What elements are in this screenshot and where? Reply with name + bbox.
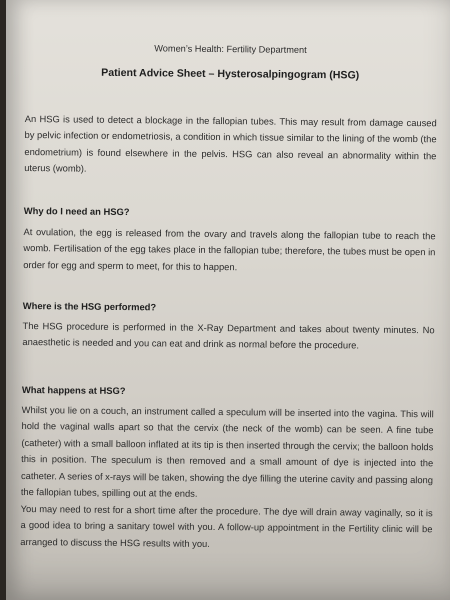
section-paragraph-why: At ovulation, the egg is released from the ovary and travels along the fallopian tube to reach the womb. Fertilisation of the egg takes place in the fallopian tube; therefore, the tubes must be open in order for egg and sperm to meet, for this to happen. (23, 226, 436, 273)
section-heading-where: Where is the HSG performed? (22, 299, 157, 313)
department-header: Women’s Health: Fertility Department (154, 43, 307, 55)
paper-sheet (6, 0, 450, 600)
section-heading-what: What happens at HSG? (21, 383, 126, 397)
intro-paragraph: An HSG is used to detect a blockage in the fallopian tubes. This may result from damage caused by pelvic infection or endometriosis, a condition in which tissue similar to the lining of the womb (the endometrium) is found elsewhere in the pelvis. HSG can also reveal an abnormality within the uterus (womb). (24, 113, 437, 174)
document-content (20, 0, 437, 549)
section-paragraph-what-1: Whilst you lie on a couch, an instrument called a speculum will be inserted into the vagina. This will hold the vaginal walls apart so that the cervix (the neck of the womb) can be seen. A fine tube (catheter) with a small balloon inflated at its tip is then inserted through the cervix; the balloon holds this in position. The speculum is then removed and a small amount of dye is injected into the catheter. A series of x-rays will be taken, showing the dye filling the uterine cavity and passing along the fallopian tubes, spilling out at the ends. (20, 404, 434, 499)
section-paragraph-what-2: You may need to rest for a short time after the procedure. The dye will drain away vaginally, so it is a good idea to bring a sanitary towel with you. A follow-up appointment in the Fertility clinic will be arranged to discuss the HSG results with you. (20, 503, 433, 549)
section-heading-why: Why do I need an HSG? (23, 204, 130, 218)
section-paragraph-where: The HSG procedure is performed in the X-Ray Department and takes about twenty minutes. No anaesthetic is needed and you can eat and drink as normal before the procedure. (22, 320, 435, 351)
document-title: Patient Advice Sheet – Hysterosalpingogram (HSG) (101, 66, 360, 82)
